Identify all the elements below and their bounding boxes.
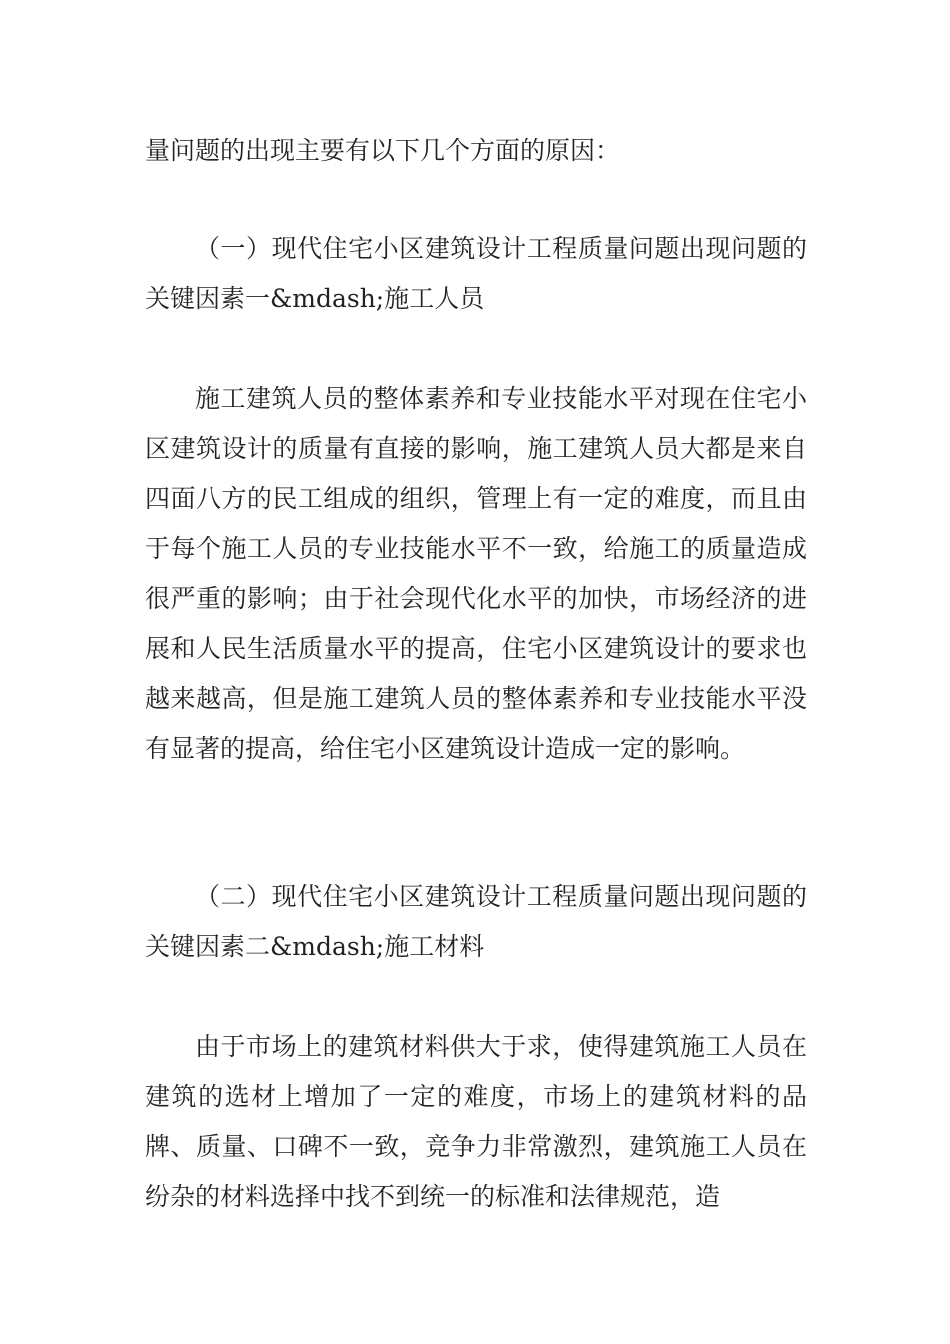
paragraph-continuation: 量问题的出现主要有以下几个方面的原因：: [145, 136, 621, 165]
section-heading-construction-personnel: （一）现代住宅小区建筑设计工程质量问题出现问题的关键因素一&mdash;施工人员: [145, 234, 807, 313]
section-heading-construction-materials: （二）现代住宅小区建筑设计工程质量问题出现问题的关键因素二&mdash;施工材料: [145, 882, 807, 961]
paragraph-construction-materials: 由于市场上的建筑材料供大于求，使得建筑施工人员在建筑的选材上增加了一定的难度，市场上的建筑材料的品牌、质量、口碑不一致，竞争力非常激烈，建筑施工人员在纷杂的材料选择中找不到统一的标准和法律规范，造: [145, 1032, 807, 1211]
paragraph-construction-personnel: 施工建筑人员的整体素养和专业技能水平对现在住宅小区建筑设计的质量有直接的影响，施工建筑人员大都是来自四面八方的民工组成的组织，管理上有一定的难度，而且由于每个施工人员的专业技能水平不一致，给施工的质量造成很严重的影响；由于社会现代化水平的加快，市场经济的进展和人民生活质量水平的提高，住宅小区建筑设计的要求也越来越高，但是施工建筑人员的整体素养和专业技能水平没有显著的提高，给住宅小区建筑设计造成一定的影响。: [145, 384, 807, 763]
